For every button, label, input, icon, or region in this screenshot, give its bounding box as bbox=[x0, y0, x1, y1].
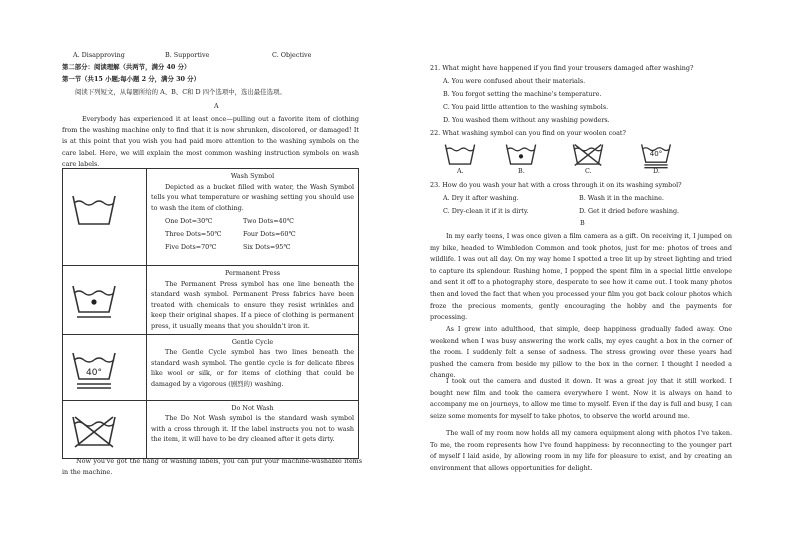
q22-label-d: D. bbox=[653, 167, 660, 175]
dot-temp: Five Dots=70℃ bbox=[165, 243, 217, 252]
q21-option-d: D. You washed them without any washing powders. bbox=[443, 116, 610, 124]
dot-temp: Six Dots=95℃ bbox=[243, 243, 291, 252]
wash-bucket-icon bbox=[71, 194, 117, 226]
washing-symbols-table bbox=[62, 168, 359, 459]
dot-temp: Two Dots=40℃ bbox=[243, 217, 294, 226]
wash-symbol-cell bbox=[63, 169, 147, 266]
permanent-press-cell bbox=[63, 266, 147, 335]
part-header: 第二部分：阅读理解（共两节，满分 40 分） bbox=[62, 63, 191, 71]
intro-paragraph: Everybody has experienced it at least once—pulling out a favorite item of clothing from the washing machine only to find that it is now shrunken, discolored, or damaged! It is at this point that you wish you had paid more attention to the washing symbols on the care label. Here, we will explain the most common washing instruction symbols on wash care labels. bbox=[62, 115, 359, 168]
do-not-wash-desc bbox=[147, 400, 359, 458]
q22-label-b: B. bbox=[518, 167, 525, 175]
section-header: 第一节（共15 小题;每小题 2 分，满分 30 分） bbox=[62, 75, 200, 83]
passage-b-paragraph-1: In my early teens, I was once given a film camera as a gift. On receiving it, I jumped on my bike, headed to Wimbledon Common and took photos, just for me: photos of trees and wildlife. I was out all day. On my way home I spotted a tree lit up by street lighting and tried to capture its splendour. Rushing home, I popped the spent film in a special little envelope and sent it off to a photography store, desperate to see how it came out. I took many photos then and loved the fact that when you processed your film you got back colour photos which froze the precious moments, gently encouraging the hobby and the payments for processing. bbox=[430, 232, 732, 322]
dot-temp: Four Dots=60℃ bbox=[243, 230, 296, 239]
closing-paragraph: Now you've got the hang of washing labels, you can put your machine-washable items in the machine. bbox=[62, 457, 362, 477]
gentle-cycle-desc bbox=[147, 334, 359, 400]
passage-b-paragraph-2: As I grew into adulthood, that simple, deep happiness gradually faded away. One weekend when I was busy answering the work calls, my eyes caught a box in the corner of the room. I suddenly felt a sense of sadness. The stress growing over these years had pushed the camera from beside my pillow to the box in the corner. I thought I needed a change. bbox=[430, 325, 732, 380]
permanent-press-text: The Permanent Press symbol has one line beneath the standard wash symbol. Permanent Press fabrics have been treated with chemicals to ensure they resist wrinkles and keep their original shapes. If a piece of clothing is permanent press, it usually means that you shouldn't iron it. bbox=[151, 279, 354, 330]
dot-temp: Three Dots=50℃ bbox=[165, 230, 222, 239]
q23-option-a: A. Dry it after washing. bbox=[443, 194, 519, 202]
gentle-cycle-cell bbox=[63, 334, 147, 400]
q23-stem: 23. How do you wash your hat with a cross through it on its washing symbol? bbox=[430, 181, 682, 189]
q21-option-c: C. You paid little attention to the washing symbols. bbox=[443, 103, 609, 111]
do-not-wash-icon bbox=[71, 415, 117, 449]
gentle-cycle-text: The Gentle Cycle symbol has two lines beneath the standard wash symbol. The gentle cycle is for delicate fibres like wool or silk, or for items of clothing that could be damaged by a vigorous (剧烈的) washing. bbox=[151, 348, 354, 388]
passage-b-paragraph-4: The wall of my room now holds all my camera equipment along with photos I've taken. To me, the room represents how I've found happiness: by reconnecting to the younger part of myself I laid aside, by allowing room in my life for pleasure to exist, and by creating an environment that allows opportunities for delight. bbox=[430, 429, 732, 472]
q22-b-icon bbox=[505, 143, 537, 167]
passage-b-label: B bbox=[580, 219, 585, 227]
option-c: C. Objective bbox=[272, 51, 312, 59]
q23-option-d: D. Get it dried before washing. bbox=[579, 207, 680, 215]
q22-c-icon bbox=[572, 143, 604, 167]
do-not-wash-text: The Do Not Wash symbol is the standard wash symbol with a cross through it. If the label instructs you not to wash the item, it will have to be dry cleaned after it gets dirty. bbox=[151, 414, 354, 444]
option-b: B. Supportive bbox=[165, 51, 210, 59]
q23-option-b: B. Wash it in the machine. bbox=[579, 194, 664, 202]
permanent-press-title: Permanent Press bbox=[224, 269, 281, 277]
do-not-wash-cell bbox=[63, 400, 147, 458]
q21-option-b: B. You forgot setting the machine's temperature. bbox=[443, 90, 602, 98]
wash-symbol-desc bbox=[147, 169, 359, 266]
q22-a-icon bbox=[444, 143, 476, 167]
wash-symbol-title: Wash Symbol bbox=[230, 172, 275, 180]
gentle-cycle-temp: 40° bbox=[86, 367, 102, 378]
passage-a-label: A bbox=[214, 102, 219, 110]
dot-temp: One Dot=30℃ bbox=[165, 217, 213, 226]
q21-option-a: A. You were confused about their materials. bbox=[443, 77, 586, 85]
q22-label-c: C. bbox=[585, 167, 592, 175]
q22-stem: 22. What washing symbol can you find on your woolen coat? bbox=[430, 129, 626, 137]
gentle-cycle-title: Gentle Cycle bbox=[231, 337, 274, 346]
permanent-press-icon bbox=[71, 284, 117, 320]
q21-stem: 21. What might have happened if you find your trousers damaged after washing? bbox=[430, 64, 694, 72]
option-a: A. Disapproving bbox=[73, 51, 125, 59]
wash-symbol-text: Depicted as a bucket filled with water, the Wash Symbol tells you what temperature or washing setting you should use to wash the item of clothing. bbox=[151, 182, 354, 212]
passage-b-paragraph-3: I took out the camera and dusted it down. It was a great joy that it still worked. I bought new film and took the camera everywhere I went. Now it is always on hand to accompany me on journeys, to allow me time to myself. Even if the day is full and busy, I can seize some moments for myself to take photos, to observe the world around me. bbox=[430, 377, 732, 420]
q22-label-a: A. bbox=[457, 167, 464, 175]
q22-d-temp: 40° bbox=[649, 150, 663, 158]
q23-option-c: C. Dry-clean it if it is dirty. bbox=[443, 207, 529, 215]
do-not-wash-title: Do Not Wash bbox=[231, 403, 274, 412]
instruction: 阅读下列短文，从每题所给的 A、B、C和 D 四个选项中，选出最佳选项。 bbox=[75, 88, 286, 96]
permanent-press-desc bbox=[147, 266, 359, 335]
